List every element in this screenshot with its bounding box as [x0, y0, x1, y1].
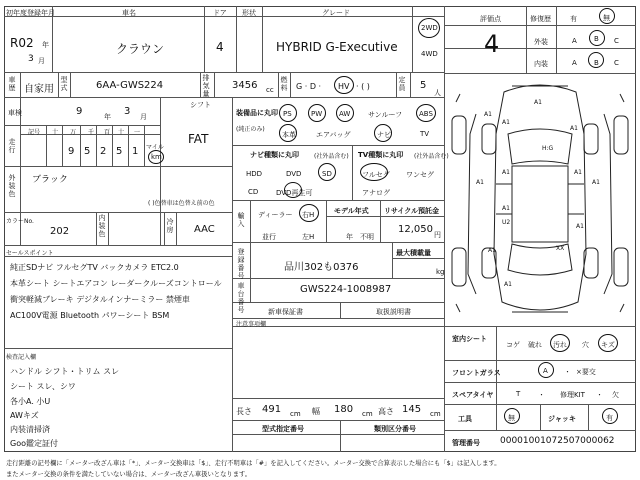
color-no-value: 202 — [50, 226, 70, 237]
reg-year-unit: 年 — [42, 41, 49, 49]
int-c-circle — [588, 52, 604, 68]
tv-oneseg: ワンセグ — [406, 171, 434, 179]
shift-value: FAT — [188, 132, 209, 146]
mile-label: マイル — [146, 144, 164, 151]
car-damage-diagram — [446, 74, 634, 326]
tv-type-label: TV種類に丸印 — [358, 151, 404, 159]
doors-label: ドア — [213, 9, 227, 17]
tv-fullseg: フルセグ — [362, 171, 390, 179]
nav-sd: SD — [322, 170, 332, 178]
inspector-line-6: Goo鑑定証付 — [10, 439, 58, 448]
glass-opt-a: A — [543, 367, 548, 375]
damage-mark-15: H:G — [542, 145, 554, 152]
car-name: クラウン — [116, 42, 165, 56]
shift-label: シフト — [190, 101, 211, 109]
damage-mark-13: U2 — [502, 219, 511, 226]
footer-line-1: 走行距離の記号欄に「メーター改ざん車は「*」、メーター交換車は「$」、走行不明車は「#」を記入してください。メーター交換で合算表示した場合にも「$」は記入します。 — [6, 460, 501, 467]
capacity-value: 5 — [420, 80, 427, 91]
tool-label: 工具 — [458, 415, 472, 423]
glass-opt-replace: ×要交 — [576, 368, 596, 376]
fuel-hv: HV — [338, 82, 350, 91]
damage-mark-11: A1 — [488, 247, 496, 254]
inspector-line-1: ハンドル シフト・トリム スレ — [10, 367, 120, 376]
height-unit: cm — [430, 410, 441, 418]
damage-mark-4: A1 — [570, 125, 578, 132]
nav-cd: CD — [248, 188, 259, 196]
tv-type-sub: (社外品含む) — [414, 153, 449, 160]
equip-sub: (純正のみ) — [236, 126, 265, 133]
spare-opt-none: 欠 — [612, 391, 619, 399]
displacement-value: 3456 — [232, 80, 258, 91]
fuel-paren: · ( ) — [356, 82, 370, 91]
notes-label: 注意事項欄 — [236, 321, 267, 328]
inspection-year: 9 — [76, 106, 83, 117]
damage-mark-14: XX — [556, 245, 565, 252]
reg-year: R02 — [10, 36, 34, 50]
spare-opt-dot1: ・ — [538, 391, 545, 399]
nav-type-sub: (社外品含む) — [314, 153, 349, 160]
exterior-label: 外装 — [534, 38, 548, 46]
length-label: 長さ — [236, 407, 252, 416]
ac-value: AAC — [194, 224, 215, 235]
mileage-digit-4: 5 — [116, 146, 123, 157]
recycle-value: 12,050 — [398, 224, 433, 235]
fuel-options: G · D · — [296, 82, 322, 91]
score-value: 4 — [484, 30, 500, 58]
import-dealer: ディーラー — [258, 211, 293, 219]
fuel-label: 燃料 — [280, 76, 288, 92]
first-reg-label: 初年度登録年月 — [6, 9, 55, 17]
use-label: 車歴 — [8, 76, 16, 92]
mileage-label: 走行 — [8, 138, 16, 154]
color-note: ( )色替車は色替え前の色 — [148, 200, 215, 207]
int-opt-c: C — [614, 59, 619, 67]
equip-label: 装備品に丸印 — [236, 109, 278, 117]
import-label: 輸入 — [237, 212, 245, 228]
tool-value: 無 — [508, 414, 515, 422]
damage-mark-2: A1 — [484, 111, 492, 118]
sales-label: セールスポイント — [6, 250, 54, 257]
length-unit: cm — [290, 410, 301, 418]
damage-mark-3: A1 — [502, 119, 510, 126]
mileage-digit-1: 9 — [68, 146, 75, 157]
repair-opt-no: 無 — [603, 14, 610, 22]
int-opt-dirt: 汚れ — [553, 341, 567, 349]
jack-value: 有 — [606, 414, 613, 422]
jack-label: ジャッキ — [548, 415, 576, 423]
nav-hdd: HDD — [246, 170, 263, 178]
recycle-yen: 円 — [434, 231, 441, 239]
equip-ps: PS — [283, 110, 292, 118]
type-designation-label: 型式指定番号 — [262, 425, 304, 433]
import-parallel: 並行 — [262, 233, 276, 241]
spare-opt-dot2: ・ — [596, 391, 603, 399]
int-seat-label: 室内シート — [452, 335, 487, 343]
nav-type-label: ナビ種類に丸印 — [250, 151, 299, 159]
inspection-month: 3 — [124, 106, 131, 117]
reg-no-label: 登録番号 — [237, 248, 245, 280]
damage-mark-7: A1 — [476, 179, 484, 186]
sales-line-3: 衝突軽減ブレーキ デジタルインナーミラー 禁煙車 — [10, 295, 190, 304]
equip-sunroof: サンルーフ — [368, 111, 403, 119]
mgmt-label: 管理番号 — [452, 439, 480, 447]
ext-opt-b: B — [594, 35, 599, 43]
mileage-head-2: 万 — [70, 129, 77, 136]
inspection-label: 車検 — [8, 109, 22, 117]
class-label: 類別区分番号 — [374, 425, 416, 433]
drive-4wd: 4WD — [421, 50, 438, 58]
damage-mark-6: A1 — [574, 169, 582, 176]
sales-line-4: AC100V電源 Bluetooth パワーシート BSM — [10, 311, 170, 320]
spare-opt-kit: 修理KIT — [560, 391, 585, 399]
capacity-unit: 人 — [434, 89, 441, 97]
recycle-label: リサイクル預託金 — [384, 207, 440, 215]
sales-line-2: 本革シート シートエアコン レーダークルーズコントロール — [10, 279, 222, 288]
inspector-line-2: シート スレ、シワ — [10, 382, 76, 391]
width-value: 180 — [334, 404, 354, 415]
int-opt-scratch: キズ — [601, 341, 615, 349]
equip-nav: ナビ — [377, 131, 391, 139]
score-label: 評価点 — [480, 15, 501, 23]
equip-pw: PW — [311, 110, 323, 118]
inspector-line-5: 内装清掃済 — [10, 425, 50, 434]
model-year-label: モデル年式 — [334, 207, 369, 215]
repair-opt-yes: 有 — [570, 15, 577, 23]
inspector-line-3: 各小A. 小U — [10, 397, 51, 406]
inspection-year-unit: 年 — [104, 113, 111, 121]
ext-color-value: ブラック — [32, 175, 68, 185]
mileage-head-4: 百 — [104, 129, 111, 136]
model-value: 6AA-GWS224 — [96, 80, 164, 91]
length-value: 491 — [262, 404, 282, 415]
cc-unit: cc — [266, 86, 274, 94]
shape-label: 形状 — [242, 9, 256, 17]
damage-mark-9: A1 — [502, 205, 510, 212]
damage-mark-8: A1 — [592, 179, 600, 186]
grade-value: HYBRID G-Executive — [276, 40, 398, 54]
footer-line-2: またメーター交換の条件を満たしていない場合は、メーター改ざん車扱いとなります。 — [6, 471, 252, 478]
repair-label: 修復歴 — [530, 15, 551, 23]
damage-mark-5: A1 — [502, 169, 510, 176]
damage-mark-1: A1 — [534, 99, 542, 106]
sales-line-1: 純正SDナビ フルセグTV バックカメラ ETC2.0 — [10, 263, 179, 272]
mileage-head-3: 千 — [88, 129, 95, 136]
max-load-label: 最大積載量 — [396, 249, 431, 257]
glass-opt-dot: ・ — [564, 368, 571, 376]
int-opt-a: A — [572, 59, 577, 67]
model-year-value: 年 不明 — [346, 233, 374, 241]
capacity-label: 定員 — [398, 76, 406, 92]
equip-leather: 本革 — [282, 131, 296, 139]
new-warranty-label: 新車保証書 — [268, 308, 303, 316]
nav-dvdplay: DVD再生可 — [276, 189, 313, 197]
spare-opt-t: T — [516, 390, 521, 398]
ext-opt-a: A — [572, 37, 577, 45]
width-label: 幅 — [312, 407, 320, 416]
ext-color-label: 外装色 — [8, 174, 16, 198]
equip-abs: ABS — [419, 110, 433, 118]
import-right: 右H — [302, 211, 315, 219]
ext-opt-c: C — [614, 37, 619, 45]
manual-label: 取扱説明書 — [376, 308, 411, 316]
inspector-line-4: AWキズ — [10, 411, 39, 420]
doors-value: 4 — [216, 40, 224, 54]
interior-label: 内装 — [534, 60, 548, 68]
reg-no-value: 品川302も0376 — [284, 262, 359, 273]
car-name-label: 車名 — [122, 9, 136, 17]
int-color-label: 内装色 — [98, 214, 106, 238]
mileage-head-6: 一 — [134, 129, 141, 136]
equip-tv: TV — [420, 130, 430, 138]
mgmt-value: 00001001072507000062 — [500, 436, 615, 446]
mileage-digit-3: 2 — [100, 146, 107, 157]
drive-2wd: 2WD — [421, 24, 438, 32]
model-label: 型式 — [60, 76, 68, 92]
height-value: 145 — [402, 404, 422, 415]
import-left: 左H — [302, 233, 315, 241]
chassis-label: 車台番号 — [237, 282, 245, 314]
max-load-kg: kg — [436, 268, 445, 276]
equip-aw: AW — [339, 110, 351, 118]
nav-dvd: DVD — [286, 170, 302, 178]
displacement-label: 排気量 — [202, 74, 210, 98]
int-opt-b: B — [594, 59, 599, 67]
mileage-head-5: 十 — [118, 129, 125, 136]
damage-mark-10: A1 — [504, 281, 512, 288]
damage-mark-12: A1 — [576, 223, 584, 230]
tv-analog: アナログ — [362, 189, 390, 197]
mileage-digit-5: 1 — [132, 146, 139, 157]
glass-label: フロントガラス — [452, 369, 501, 377]
reg-month-unit: 月 — [38, 57, 45, 65]
color-no-label: カラーNo. — [6, 218, 34, 225]
chassis-value: GWS224-1008987 — [300, 284, 392, 295]
equip-airbag: エアバッグ — [316, 131, 351, 139]
mileage-digit-2: 5 — [84, 146, 91, 157]
int-opt-burn: コゲ — [506, 341, 520, 349]
inspection-month-unit: 月 — [140, 113, 147, 121]
spare-label: スペアタイヤ — [452, 391, 494, 399]
ac-label: 冷房 — [166, 218, 174, 234]
km-label: km — [151, 153, 162, 161]
mileage-head-1: 十 — [52, 129, 59, 136]
inspector-label: 検査記入欄 — [6, 354, 37, 361]
reg-month: 3 — [28, 54, 34, 64]
grade-label: グレード — [322, 9, 350, 17]
height-label: 高さ — [378, 407, 394, 416]
int-opt-tear: 破れ — [528, 341, 542, 349]
mileage-head-sign: 記号 — [28, 129, 41, 136]
int-opt-hole: 穴 — [582, 341, 589, 349]
width-unit: cm — [362, 410, 373, 418]
use-value: 自家用 — [24, 84, 54, 95]
